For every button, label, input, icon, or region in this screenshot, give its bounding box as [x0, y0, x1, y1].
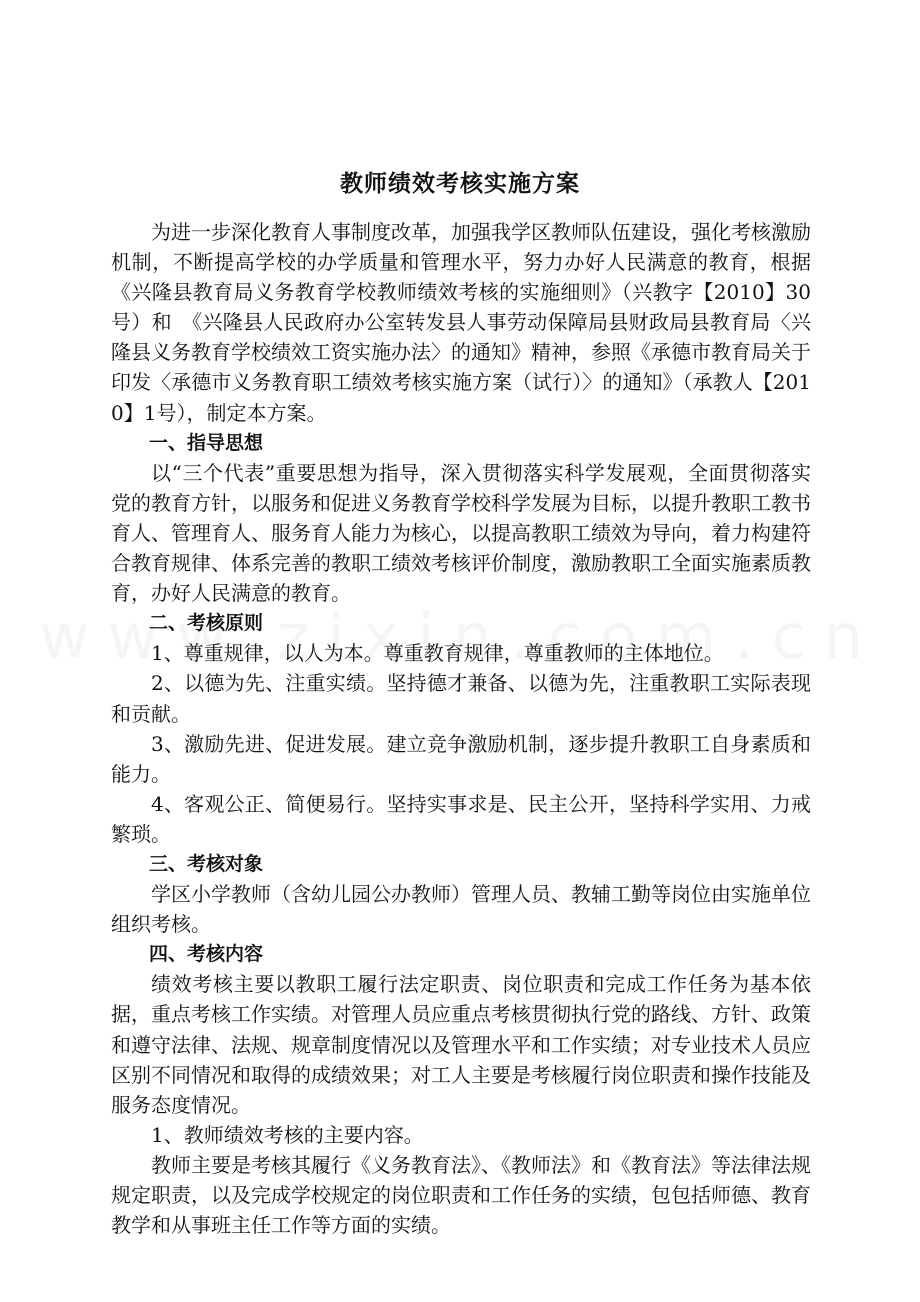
- section-paragraph: 4、客观公正、简便易行。坚持实事求是、民主公开，坚持科学实用、力戒繁琐。: [111, 791, 811, 846]
- section-paragraph: 教师主要是考核其履行《义务教育法》、《教师法》和《教育法》等法律法规规定职责，以及完成学校规定的岗位职责和工作任务的实绩，包包括师德、教育教学和从事班主任工作等方面的实绩。: [111, 1152, 811, 1238]
- section-heading: 一、指导思想: [149, 431, 264, 454]
- section-paragraph: 绩效考核主要以教职工履行法定职责、岗位职责和完成工作任务为基本依据，重点考核工作实绩。对管理人员应重点考核贯彻执行党的路线、方针、政策和遵守法律、法规、规章制度情况以及管理水平和工作实绩；对专业技术人员应区别不同情况和取得的成绩效果；对工人主要是考核履行岗位职责和操作技能及服务态度情况。: [111, 972, 811, 1117]
- section-heading: 四、考核内容: [149, 943, 264, 966]
- document-body: [111, 217, 811, 1240]
- section-heading: 二、考核原则: [149, 612, 264, 635]
- intro-paragraph: 为进一步深化教育人事制度改革，加强我学区教师队伍建设，强化考核激励机制，不断提高学校的办学质量和管理水平，努力办好人民满意的教育，根据《兴隆县教育局义务教育学校教师绩效考核的实施细则》（兴教字【2010】30号）和 《兴隆县人民政府办公室转发县人事劳动保障局县财政局县教育局〈兴隆县义务教育学校绩效工资实施办法〉的通知》精神，参照《承德市教育局关于印发〈承德市义务教育职工绩效考核实施方案（试行）〉的通知》（承教人【2010】1号），制定本方案。: [111, 220, 811, 425]
- section-heading: 三、考核对象: [149, 852, 264, 875]
- section-paragraph: 1、尊重规律，以人为本。尊重教育规律，尊重教师的主体地位。: [151, 641, 724, 666]
- section-paragraph: 2、以德为先、注重实绩。坚持德才兼备、以德为先，注重教职工实际表现和贡献。: [111, 671, 811, 726]
- document-title: 教师绩效考核实施方案: [340, 171, 580, 197]
- section-paragraph: 3、激励先进、促进发展。建立竞争激励机制，逐步提升教职工自身素质和能力。: [111, 731, 811, 786]
- section-paragraph: 学区小学教师（含幼儿园公办教师）管理人员、教辅工勤等岗位由实施单位组织考核。: [111, 882, 811, 937]
- section-paragraph: 以“三个代表”重要思想为指导，深入贯彻落实科学发展观，全面贯彻落实党的教育方针，以服务和促进义务教育学校科学发展为目标，以提升教职工教书育人、管理育人、服务育人能力为核心，以提高教职工绩效为导向，着力构建符合教育规律、体系完善的教职工绩效考核评价制度，激励教职工全面实施素质教育，办好人民满意的教育。: [111, 460, 811, 606]
- section-paragraph: 1、教师绩效考核的主要内容。: [151, 1122, 424, 1147]
